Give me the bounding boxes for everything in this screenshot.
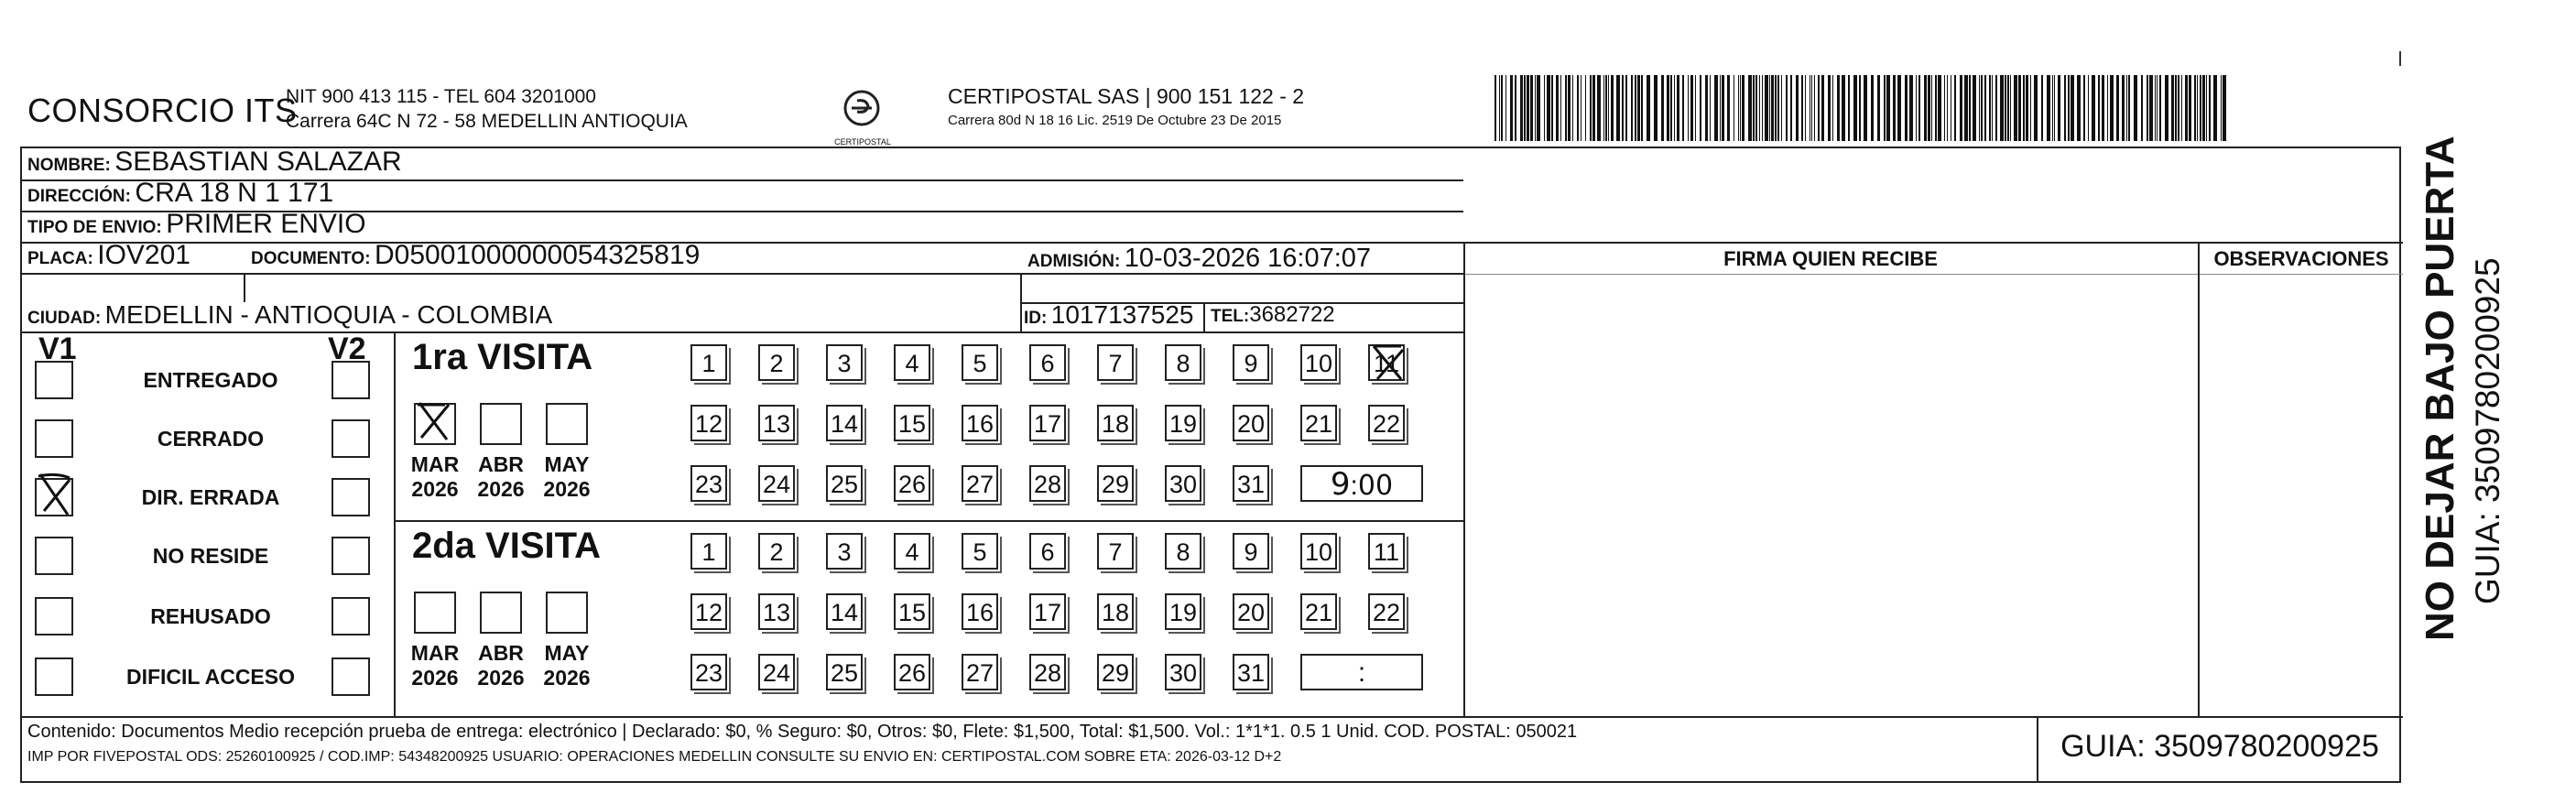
day-number: 19 [1168, 410, 1198, 438]
v2-checkbox[interactable] [332, 597, 370, 635]
day-number: 10 [1304, 538, 1333, 566]
month-name: MAR [410, 452, 460, 476]
day-number: 14 [830, 410, 859, 438]
day-box[interactable] [962, 465, 998, 502]
day-number: 11 [1373, 538, 1400, 566]
day-number: 27 [965, 659, 995, 687]
month-label [537, 641, 597, 690]
month-name: ABR [478, 452, 524, 476]
month-year: 2026 [411, 477, 459, 501]
day-box[interactable] [690, 533, 727, 570]
footer-imp: IMP POR FIVEPOSTAL ODS: 25260100925 / COD.IMP: 54348200925 USUARIO: OPERACIONES MEDELLIN CONSULTE SU ENVIO EN: CERTIPOSTAL.COM SOBRE ETA: 2026-03-12 D+2 [27, 749, 1282, 765]
day-box[interactable] [690, 593, 727, 630]
time-sep: : [1357, 657, 1366, 688]
documento-value: D05001000000054325819 [375, 240, 701, 270]
month-label [471, 452, 531, 502]
day-number: 12 [694, 599, 723, 626]
day-box[interactable] [894, 465, 930, 502]
day-number: 16 [965, 410, 995, 438]
placa-cell [27, 240, 190, 271]
x-mark-icon [414, 399, 456, 441]
status-label: ENTREGADO [143, 368, 278, 392]
day-number: 30 [1168, 659, 1198, 687]
day-number: 21 [1304, 599, 1333, 626]
day-number: 17 [1033, 410, 1062, 438]
v2-checkbox[interactable] [332, 419, 370, 458]
v2-checkbox[interactable] [332, 361, 370, 399]
day-box[interactable] [962, 405, 998, 441]
day-box[interactable] [1097, 405, 1134, 441]
day-number: 8 [1176, 538, 1190, 566]
direccion-row [27, 178, 333, 209]
nit-line: NIT 900 413 115 - TEL 604 3201000 [286, 86, 596, 107]
month-checkbox[interactable] [414, 592, 456, 634]
day-number: 5 [973, 350, 987, 377]
day-box[interactable] [1368, 344, 1405, 381]
status-label: CERRADO [157, 427, 265, 451]
day-number: 3 [837, 350, 852, 377]
day-box[interactable] [826, 593, 863, 630]
company-name: CONSORCIO ITS [27, 92, 298, 129]
month-name: ABR [478, 641, 524, 665]
day-box[interactable] [1300, 405, 1337, 441]
day-box[interactable] [962, 654, 998, 690]
v1-header: V1 [38, 331, 77, 366]
day-number: 2 [769, 350, 784, 377]
side-guia: GUIA: 3509780200925 [2469, 257, 2506, 604]
month-label [471, 641, 531, 690]
day-number: 6 [1040, 538, 1055, 566]
id-cell [1024, 300, 1194, 330]
day-number: 28 [1033, 471, 1062, 498]
day-box[interactable] [962, 344, 998, 381]
day-number: 5 [973, 538, 987, 566]
id-label: ID: [1024, 309, 1048, 328]
month-checkbox[interactable] [480, 592, 522, 634]
day-box[interactable] [1097, 654, 1134, 690]
day-box[interactable] [1029, 405, 1066, 441]
day-box[interactable] [962, 593, 998, 630]
documento-label: DOCUMENTO: [251, 249, 371, 268]
day-box[interactable] [1097, 344, 1134, 381]
day-number: 11 [1373, 350, 1400, 377]
day-box[interactable] [894, 344, 930, 381]
nombre-value: SEBASTIAN SALAZAR [114, 147, 402, 177]
day-box[interactable] [826, 465, 863, 502]
day-box[interactable] [894, 593, 930, 630]
certipostal-line: CERTIPOSTAL SAS | 900 151 122 - 2 [948, 84, 1305, 108]
status-label: NO RESIDE [152, 544, 269, 568]
day-box[interactable] [1300, 344, 1337, 381]
ciudad-cell [27, 300, 552, 330]
v2-checkbox[interactable] [332, 537, 370, 575]
day-box[interactable] [894, 405, 930, 441]
time-min: 00 [1357, 470, 1394, 502]
month-name: MAR [410, 641, 460, 665]
day-box[interactable] [962, 533, 998, 570]
time-box[interactable] [1300, 654, 1423, 690]
day-number: 24 [762, 471, 791, 498]
day-box[interactable] [1233, 654, 1269, 690]
x-mark-icon [35, 471, 75, 518]
month-name: MAY [544, 641, 590, 665]
day-box[interactable] [1165, 654, 1201, 690]
day-number: 4 [905, 350, 919, 377]
day-number: 26 [897, 659, 927, 687]
day-number: 7 [1108, 538, 1123, 566]
nombre-label: NOMBRE: [27, 156, 111, 175]
day-number: 10 [1304, 350, 1333, 377]
day-box[interactable] [1029, 344, 1066, 381]
month-year: 2026 [543, 666, 591, 690]
day-number: 27 [965, 471, 995, 498]
day-number: 3 [837, 538, 852, 566]
footer-contenido: Contenido: Documentos Medio recepción prueba de entrega: electrónico | Declarado: $0, % Seguro: $0, Otros: $0, Flete: $1,500, Total: $1,500. Vol.: 1*1*1. 0.5 1 Unid. COD. POSTAL: 050021 [27, 722, 1578, 742]
day-number: 18 [1101, 599, 1130, 626]
month-name: MAY [544, 452, 590, 476]
day-box[interactable] [758, 344, 795, 381]
month-year: 2026 [477, 666, 525, 690]
day-number: 9 [1244, 538, 1258, 566]
day-box[interactable] [690, 344, 727, 381]
nombre-row [27, 147, 402, 178]
observaciones-header: OBSERVACIONES [2213, 247, 2389, 270]
month-year: 2026 [477, 477, 525, 501]
barcode-icon [1495, 75, 2227, 141]
day-number: 13 [762, 410, 791, 438]
v1-checkbox[interactable] [35, 478, 73, 516]
day-box[interactable] [826, 344, 863, 381]
day-box[interactable] [826, 533, 863, 570]
day-number: 18 [1101, 410, 1130, 438]
day-box[interactable] [1233, 344, 1269, 381]
day-box[interactable] [1368, 405, 1405, 441]
day-box[interactable] [1233, 593, 1269, 630]
signature-area[interactable] [1469, 277, 2192, 712]
day-number: 25 [830, 471, 859, 498]
day-box[interactable] [1165, 344, 1201, 381]
day-number: 1 [701, 538, 716, 566]
tel-value: 3682722 [1249, 302, 1335, 327]
shipping-label-frame [20, 147, 2401, 783]
day-box[interactable] [758, 405, 795, 441]
month-checkbox[interactable] [480, 403, 522, 445]
v1-checkbox[interactable] [35, 419, 73, 458]
no-dejar-bajo-puerta: NO DEJAR BAJO PUERTA [2418, 136, 2462, 641]
day-number: 14 [830, 599, 859, 626]
day-box[interactable] [1097, 593, 1134, 630]
month-year: 2026 [411, 666, 459, 690]
v1-checkbox[interactable] [35, 597, 73, 635]
logo-caption: CERTIPOSTAL [834, 137, 891, 147]
v2-checkbox[interactable] [332, 478, 370, 516]
day-box[interactable] [1165, 593, 1201, 630]
certipostal-logo-icon [835, 84, 888, 137]
edge-mark [2399, 51, 2401, 66]
day-box[interactable] [826, 654, 863, 690]
v1-checkbox[interactable] [35, 657, 73, 696]
company-info [286, 84, 688, 134]
month-checkbox[interactable] [546, 403, 588, 445]
day-number: 30 [1168, 471, 1198, 498]
month-label [405, 641, 465, 690]
day-box[interactable] [894, 654, 930, 690]
day-box[interactable] [1233, 465, 1269, 502]
tel-cell [1211, 302, 1335, 328]
day-box[interactable] [826, 405, 863, 441]
tipo-value: PRIMER ENVIO [166, 209, 366, 239]
day-number: 7 [1108, 350, 1123, 377]
tipo-row [27, 209, 366, 240]
day-box[interactable] [1029, 465, 1066, 502]
v1-checkbox[interactable] [35, 361, 73, 399]
day-number: 1 [701, 350, 716, 377]
day-box[interactable] [1165, 533, 1201, 570]
day-number: 15 [897, 599, 927, 626]
day-box[interactable] [690, 465, 727, 502]
day-number: 31 [1236, 659, 1266, 687]
certipostal-info [948, 84, 1304, 128]
admision-cell [1027, 244, 1371, 274]
day-box[interactable] [1165, 465, 1201, 502]
observaciones-area[interactable] [2203, 277, 2399, 712]
month-label [405, 452, 465, 502]
day-box[interactable] [1368, 533, 1405, 570]
day-box[interactable] [894, 533, 930, 570]
admision-label: ADMISIÓN: [1027, 252, 1121, 271]
day-box[interactable] [758, 533, 795, 570]
day-number: 8 [1176, 350, 1190, 377]
v2-header: V2 [328, 331, 366, 366]
day-box[interactable] [1300, 593, 1337, 630]
address-line: Carrera 64C N 72 - 58 MEDELLIN ANTIOQUIA [286, 111, 688, 132]
month-checkbox[interactable] [546, 592, 588, 634]
month-checkbox[interactable] [414, 403, 456, 445]
direccion-label: DIRECCIÓN: [27, 187, 131, 206]
day-number: 26 [897, 471, 927, 498]
placa-value: IOV201 [97, 240, 190, 270]
tipo-label: TIPO DE ENVIO: [27, 218, 162, 237]
time-hour: 9 [1330, 466, 1351, 503]
day-number: 13 [762, 599, 791, 626]
time-sep: : [1350, 471, 1358, 501]
day-box[interactable] [1029, 593, 1066, 630]
day-number: 15 [897, 410, 927, 438]
day-box[interactable] [1029, 654, 1066, 690]
day-number: 22 [1372, 599, 1401, 626]
footer-guia: GUIA: 3509780200925 [2060, 729, 2379, 764]
day-box[interactable] [1233, 533, 1269, 570]
month-year: 2026 [543, 477, 591, 501]
day-number: 20 [1236, 410, 1266, 438]
certipostal-license: Carrera 80d N 18 16 Lic. 2519 De Octubre 23 De 2015 [948, 113, 1282, 128]
day-number: 29 [1101, 471, 1130, 498]
day-number: 16 [965, 599, 995, 626]
v1-checkbox[interactable] [35, 537, 73, 575]
day-number: 23 [694, 471, 723, 498]
day-number: 20 [1236, 599, 1266, 626]
documento-cell [251, 240, 700, 271]
visit-title: 1ra VISITA [412, 337, 593, 377]
tel-label: TEL: [1211, 307, 1250, 326]
day-box[interactable] [1368, 593, 1405, 630]
day-number: 31 [1236, 471, 1266, 498]
day-box[interactable] [758, 654, 795, 690]
day-box[interactable] [758, 593, 795, 630]
day-number: 12 [694, 410, 723, 438]
status-label: DIR. ERRADA [141, 485, 280, 509]
day-number: 19 [1168, 599, 1198, 626]
day-box[interactable] [1097, 533, 1134, 570]
day-number: 9 [1244, 350, 1258, 377]
time-box[interactable] [1300, 465, 1423, 502]
day-number: 2 [769, 538, 784, 566]
day-box[interactable] [1097, 465, 1134, 502]
placa-label: PLACA: [27, 249, 93, 268]
day-number: 6 [1040, 350, 1055, 377]
v2-checkbox[interactable] [332, 657, 370, 696]
id-value: 1017137525 [1050, 300, 1194, 329]
day-number: 24 [762, 659, 791, 687]
day-box[interactable] [690, 405, 727, 441]
day-box[interactable] [690, 654, 727, 690]
day-number: 23 [694, 659, 723, 687]
day-box[interactable] [1300, 533, 1337, 570]
day-number: 28 [1033, 659, 1062, 687]
day-box[interactable] [1029, 533, 1066, 570]
status-label: REHUSADO [150, 604, 271, 628]
day-number: 4 [905, 538, 919, 566]
day-number: 21 [1304, 410, 1333, 438]
day-number: 22 [1372, 410, 1401, 438]
ciudad-label: CIUDAD: [27, 309, 102, 328]
day-number: 17 [1033, 599, 1062, 626]
day-box[interactable] [758, 465, 795, 502]
day-number: 25 [830, 659, 859, 687]
day-box[interactable] [1165, 405, 1201, 441]
visit-title: 2da VISITA [412, 526, 601, 566]
day-number: 29 [1101, 659, 1130, 687]
direccion-value: CRA 18 N 1 171 [135, 178, 334, 208]
admision-value: 10-03-2026 16:07:07 [1124, 244, 1372, 273]
firma-header: FIRMA QUIEN RECIBE [1723, 247, 1938, 270]
month-label [537, 452, 597, 502]
ciudad-value: MEDELLIN - ANTIOQUIA - COLOMBIA [104, 300, 553, 329]
status-label: DIFICIL ACCESO [125, 665, 295, 689]
day-box[interactable] [1233, 405, 1269, 441]
